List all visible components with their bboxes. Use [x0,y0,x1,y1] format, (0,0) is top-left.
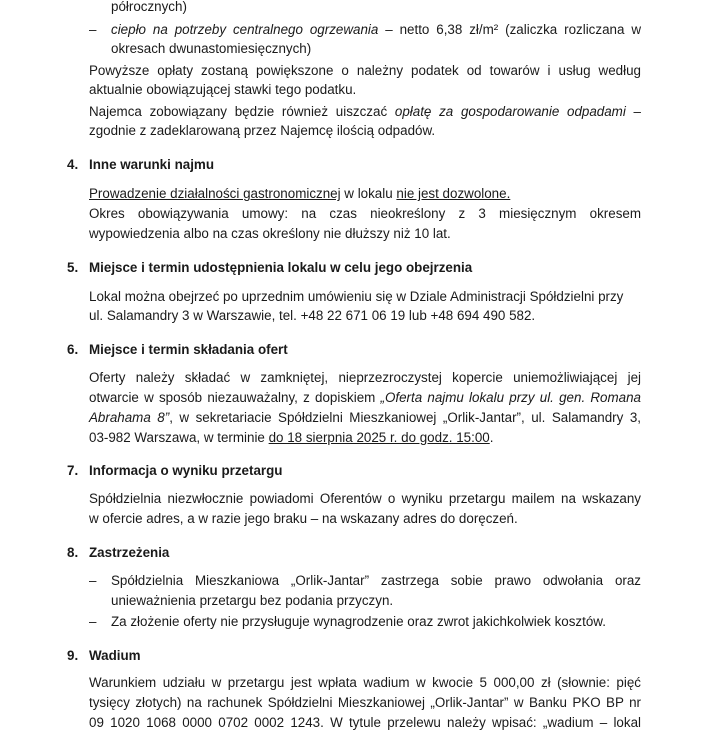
dash-marker: – [89,614,97,629]
section-6-line4: 03-982 Warszawa, w terminie do 18 sierpnia 2025 r. do godz. 15:00. [89,430,494,445]
section-4-title: Inne warunki najmu [89,157,215,172]
section-7-line2: w ofercie adres, a w razie jego braku – na wskazany adres do doręczeń. [89,511,518,526]
section-9-line3: 09 1020 1068 0000 0702 0002 1243. W tytule przelewu należy wpisać: „wadium – lokal [89,715,641,730]
section-5-line2: ul. Salamandry 3 w Warszawie, tel. +48 22 671 06 19 lub +48 694 490 582. [89,308,536,323]
section-7-line1: Spółdzielnia niezwłocznie powiadomi Oferentów o wyniku przetargu mailem na wskazany [89,491,641,506]
para-waste-line2: zgodnie z zadeklarowaną przez Najemcę ilością odpadów. [89,123,436,138]
section-4-line3: wypowiedzenia albo na czas określony nie dłuższy niż 10 lat. [89,226,451,241]
section-6-number: 6. [67,342,79,357]
bullet-heating: ciepło na potrzeby centralnego ogrzewania – netto 6,38 zł/m² (zaliczka rozliczana w [111,22,641,37]
section-6-line2: otwarcie w sposób niezauważalny, z dopiskiem „Oferta najmu lokalu przy ul. gen. Romana [89,390,641,405]
section-6-line1: Oferty należy składać w zamkniętej, nieprzezroczystej kopercie uniemożliwiającej jej [89,370,641,385]
section-6-title: Miejsce i termin składania ofert [89,342,288,357]
section-9-number: 9. [67,648,79,663]
section-4-line2: Okres obowiązywania umowy: na czas nieokreślony z 3 miesięcznym okresem [89,206,641,221]
bullet-heating-line2: okresach dwunastomiesięcznych) [111,41,312,56]
section-5-number: 5. [67,260,79,275]
dash-marker: – [89,573,97,588]
section-5-line1: Lokal można obejrzeć po uprzednim umówieniu się w Dziale Administracji Spółdzielni przy [89,289,624,304]
section-9-line1: Warunkiem udziału w przetargu jest wpłata wadium w kwocie 5 000,00 zł (słownie: pięć [89,675,641,690]
para-tax-line2: aktualnie obowiązującej stawki tego podatku. [89,82,357,97]
para-waste-line1: Najemca zobowiązany będzie również uiszczać opłatę za gospodarowanie odpadami – [89,104,641,119]
section-7-title: Informacja o wyniku przetargu [89,463,283,478]
section-8-bullet1-line1: Spółdzielnia Mieszkaniowa „Orlik-Jantar” zastrzega sobie prawo odwołania oraz [111,573,641,588]
section-4-line1: Prowadzenie działalności gastronomicznej w lokalu nie jest dozwolone. [89,186,511,201]
section-8-bullet1-line2: unieważnienia przetargu bez podania przyczyn. [111,593,394,608]
section-4-number: 4. [67,157,79,172]
section-8-title: Zastrzeżenia [89,545,170,560]
section-8-number: 8. [67,545,79,560]
para-tax-line1: Powyższe opłaty zostaną powiększone o należny podatek od towarów i usług według [89,63,641,78]
section-6-line3: Abrahama 8”, w sekretariacie Spółdzielni Mieszkaniowej „Orlik-Jantar”, ul. Salamandry 3, [89,410,641,425]
section-9-line2: tysięcy złotych) na rachunek Spółdzielni Mieszkaniowej „Orlik-Jantar” w Banku PKO BP nr [89,695,641,710]
bullet-continuation: półrocznych) [111,0,187,14]
section-7-number: 7. [67,463,79,478]
section-5-title: Miejsce i termin udostępnienia lokalu w celu jego obejrzenia [89,260,473,275]
section-9-title: Wadium [89,648,141,663]
section-8-bullet2: Za złożenie oferty nie przysługuje wynagrodzenie oraz zwrot jakichkolwiek kosztów. [111,614,606,629]
dash-marker: – [89,22,97,37]
